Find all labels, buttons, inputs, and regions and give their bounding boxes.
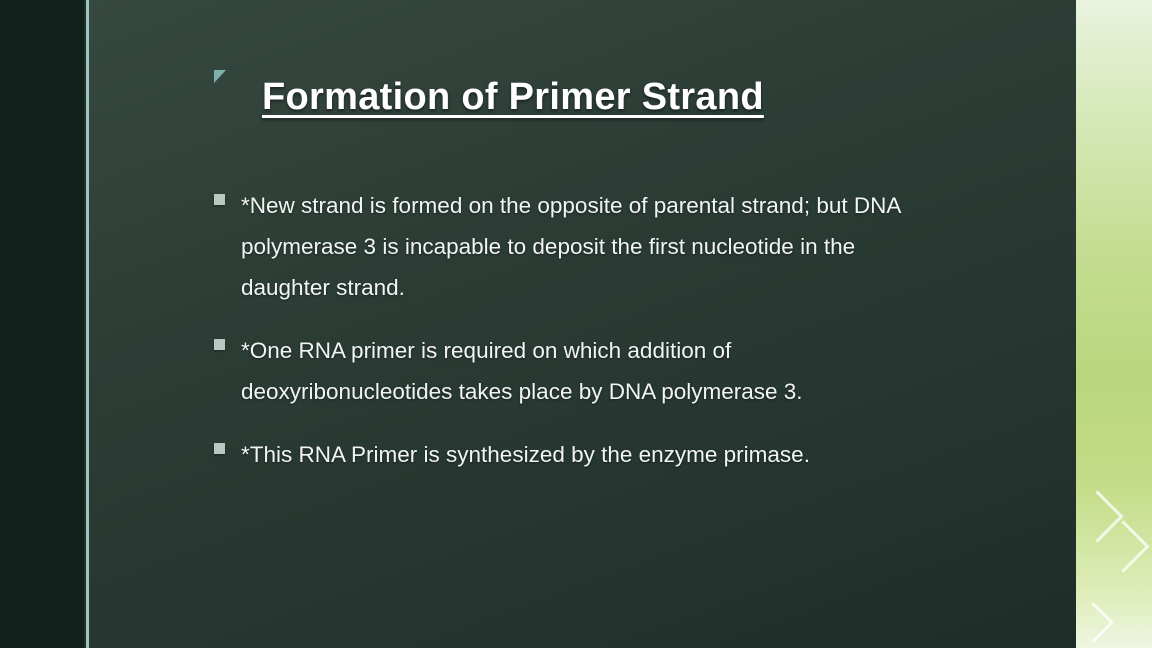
- square-bullet-icon: [214, 443, 225, 454]
- left-margin-band: [0, 0, 84, 648]
- triangle-bullet-icon: [214, 70, 226, 83]
- list-item: [214, 434, 1004, 475]
- page-title: Formation of Primer Strand: [262, 76, 764, 118]
- chevron-icon: [1073, 602, 1114, 643]
- right-decorative-panel: [1076, 0, 1152, 648]
- list-item-text: *This RNA Primer is synthesized by the enzyme primase.: [241, 442, 810, 467]
- list-item: [214, 185, 1004, 308]
- list-item-text: *One RNA primer is required on which addition of deoxyribonucleotides takes place by DNA polymerase 3.: [241, 338, 803, 404]
- bullet-list: [214, 185, 1004, 497]
- list-item: [214, 330, 1004, 412]
- square-bullet-icon: [214, 194, 225, 205]
- square-bullet-icon: [214, 339, 225, 350]
- list-item-text: *New strand is formed on the opposite of parental strand; but DNA polymerase 3 is incapable to deposit the first nucleotide in the daughter strand.: [241, 193, 901, 300]
